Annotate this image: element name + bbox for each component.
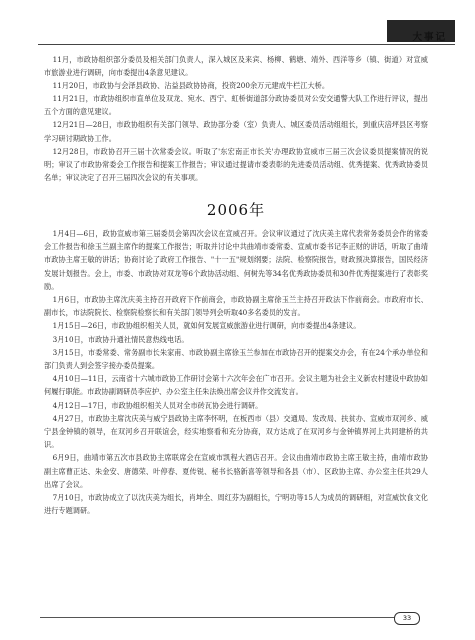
year-heading: 2006年	[206, 200, 266, 219]
paragraph: 4月10日—11日，云南省十六城市政协工作研讨会第十六次年会在广市召开。会议主题为社会主义新农村建设中政协如何履行职能。市政协副调研员李应护、办公室主任朱法焕出席会议并作交流发言。	[44, 374, 428, 397]
page-number: 33	[394, 612, 420, 625]
section-2006	[44, 227, 428, 517]
header-rule	[38, 44, 455, 45]
paragraph: 4月27日，市政协主席沈庆美与威宁县政协主席李怀明，在板西市（县）交通局、发改局、扶贫办、宣威市双河乡、威宁县金钟镇的领导，在双河乡召开联谊会，经实地察看和充分协商，双方达成了在双河乡与金钟镇界河上共同建桥的共识。	[44, 413, 428, 450]
document-body	[44, 53, 428, 518]
paragraph: 12月21日—28日，市政协组织有关部门领导、政协部分委（室）负责人、城区委员活动组组长，到重庆涪坪县区考察学习研讨期政协工作。	[44, 120, 428, 143]
paragraph: 11月21日，市政协组织市直单位及双龙、宛水、西宁、虹桥街道部分政协委员对公安交通警大队工作进行评议，提出五个方面的意见建议。	[44, 94, 428, 117]
section-prev-year	[44, 53, 428, 184]
footer-rule	[40, 617, 394, 618]
paragraph: 12月28日，市政协召开三届十次常委会议。听取了'东宏南正市长关'办理政协宣威市三届三次会议委员提案情况的说明；审议了市政协常委会工作报告和提案工作报告；审议通过提请市委表彰的先进委员活动组、优秀提案、优秀政协委员名单；审议决定了召开三届四次会议的有关事项。	[44, 146, 428, 182]
paragraph: 3月15日，市委常委、常务副市长朱家甫、市政协副主席徐玉兰参加在市政协召开的提案交办会，有在24个承办单位和部门负责人到会签字接办委员提案。	[44, 347, 428, 371]
paragraph: 7月10日，市政协成立了以沈庆美为组长，肖坤全、周红芬为副组长，宁明功等15人为成员的调研组，对宣威饮食文化进行专题调研。	[44, 493, 428, 516]
paragraph: 3月10日，市政协升通社情民意热线电话。	[52, 334, 189, 344]
running-header: 大事记	[412, 32, 447, 43]
paragraph: 11月20日，市政协与会泽县政协、沾益县政协协商，投资200余万元建成牛栏江大桥。	[52, 81, 330, 91]
paragraph: 11月，市政协组织部分委员及相关部门负责人，深入城区及来宾、杨柳、鹤塘、靖外、西洋等乡（镇、街道）对宣威市旅游业进行调研，向市委提出4条意见建议。	[44, 55, 428, 78]
paragraph: 4月12日—17日，市政协组织相关人员对全市砖瓦协会进行调研。	[52, 400, 263, 410]
paragraph: 1月6日，市政协主席沈庆美主持召开政府下作前商会，市政协副主席徐玉兰主持召开政法下作前商会。市政府市长、副市长，市法院院长、检察院检察长和有关部门领导列会听取40多名委员的发言。	[44, 295, 428, 318]
paragraph: 1月15日—26日，市政协组织相关人员，就如何发展宣威旅游业进行调研，向市委提出4条建议。	[52, 321, 361, 331]
paragraph: 1月4日—6日，政协宣威市第三届委员会第四次会议在宣威召开。会议审议通过了沈庆美主席代表常务委员会作的常委会工作报告和徐玉兰副主席作的提案工作报告；听取并讨论中共曲靖市委常委、宣威市委书记李正财的讲话，听取了曲靖市政协主席王敏的讲话；协商讨论了政府工作报告、"十一五"规划纲要；法院、检察院报告，财政预决算报告，国民经济发展计划报告。会上，市委、市政协对双龙等6个政协活动组、何树先等34名优秀政协委员和30件优秀提案进行了表彰奖励。	[44, 229, 428, 291]
paragraph: 6月9日，曲靖市第五次市县政协主席联席会在宣威市凯程大酒店召开。会议由曲靖市政协主席王敏主持，曲靖市政协副主席曹正达、朱金安、唐德荣、叶停春、夏传锐、秘书长骆新喜等领导和各县（市）、区政协主席、办公室主任共29人出席了会议。	[44, 453, 428, 489]
